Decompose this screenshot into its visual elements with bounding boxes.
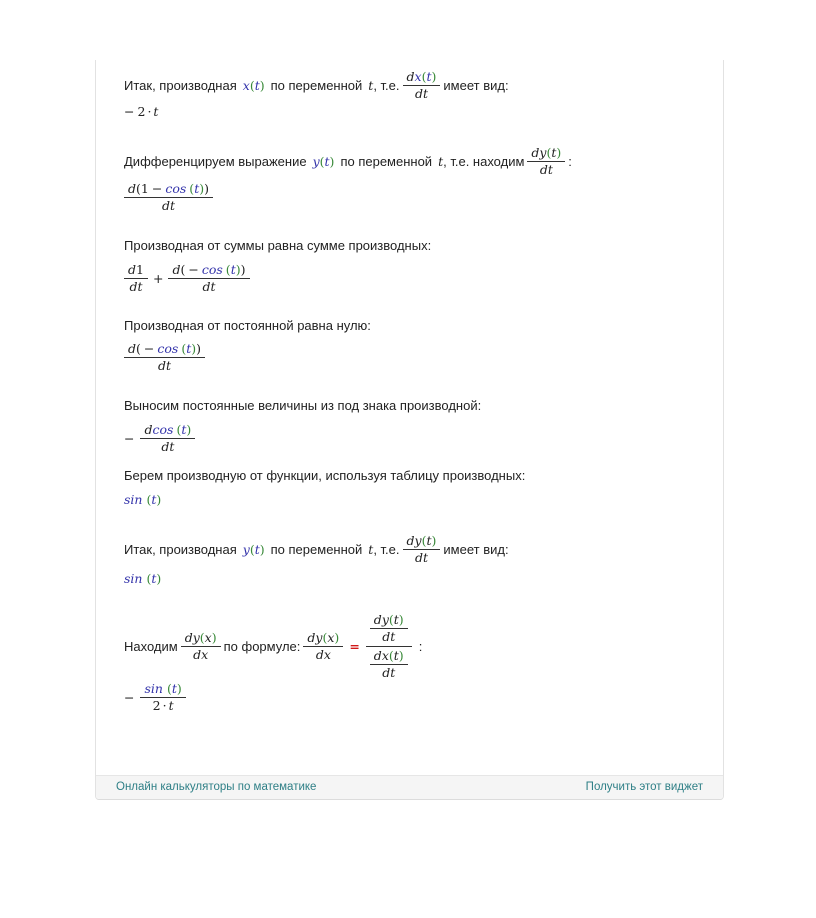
paren: ): [259, 78, 265, 93]
paren: ): [176, 681, 182, 696]
derivative-minus-cos-2: [124, 342, 205, 373]
step-5-text: Выносим постоянные величины из под знака производной:: [124, 398, 482, 413]
minus-sign: −: [124, 104, 135, 119]
var-t: t: [168, 698, 174, 713]
var-y: y: [315, 630, 323, 645]
step-2-line: [124, 146, 572, 177]
step-1-mid: по переменной: [270, 78, 363, 93]
var-t: t: [426, 69, 432, 84]
derivative-cos: [140, 423, 195, 454]
derivative-of-one: [124, 263, 148, 294]
minus-sign: −: [143, 341, 155, 356]
d-symbol: d: [161, 439, 170, 454]
paren: ): [196, 341, 202, 356]
paren: (: [180, 262, 186, 277]
var-x: x: [201, 647, 209, 662]
var-t: t: [137, 279, 143, 294]
paren: (: [249, 542, 255, 557]
paren: (: [146, 571, 152, 586]
derivative-minus-cos: [168, 263, 249, 294]
minus-sign: −: [124, 690, 135, 705]
result-8: [124, 682, 189, 713]
var-t: t: [230, 262, 236, 277]
result-2: [124, 182, 216, 213]
step-7-suffix: имеет вид:: [443, 542, 509, 557]
var-t: t: [151, 571, 157, 586]
paren: (: [166, 681, 172, 696]
step-2-suffix: :: [568, 154, 572, 169]
d-symbol: d: [406, 69, 415, 84]
final-answer: [140, 682, 185, 713]
d-symbol: d: [144, 422, 153, 437]
d-symbol: d: [128, 181, 137, 196]
var-t: t: [186, 341, 192, 356]
paren: (: [546, 145, 552, 160]
paren: ): [191, 341, 197, 356]
var-t: t: [390, 665, 396, 680]
online-calculators-link[interactable]: Онлайн калькуляторы по математике: [116, 781, 317, 793]
var-t: t: [254, 542, 260, 557]
step-2-prefix: Дифференцируем выражение: [124, 154, 307, 169]
minus-sign: −: [188, 262, 199, 277]
step-8-suffix: :: [418, 639, 423, 654]
derivative-dx-dt: [403, 70, 441, 101]
paren: (: [189, 181, 195, 196]
var-t: t: [169, 198, 176, 213]
step-1-suffix: имеет вид:: [443, 78, 509, 93]
step-7-line: [124, 534, 509, 565]
var-t: t: [194, 181, 200, 196]
var-t: t: [324, 154, 330, 169]
var-x: x: [204, 630, 212, 645]
paren: ): [398, 612, 404, 627]
mult-dot: ·: [147, 104, 152, 119]
paren: (: [388, 612, 394, 627]
var-t: t: [422, 86, 428, 101]
inner-dx-dt: [370, 649, 408, 680]
var-y: y: [312, 154, 320, 169]
step-6-line: [124, 468, 525, 483]
d-symbol: d: [307, 630, 316, 645]
paren: ): [329, 154, 335, 169]
var-x: x: [242, 78, 250, 93]
step-7-prefix: Итак, производная: [124, 542, 237, 557]
result-1: [124, 104, 158, 119]
d-symbol: d: [184, 630, 193, 645]
func-cos: cos: [201, 262, 223, 277]
step-1-prefix: Итак, производная: [124, 78, 237, 93]
d-symbol: d: [373, 648, 382, 663]
var-x: x: [327, 630, 335, 645]
derivative-dy-dt-2: [403, 534, 441, 565]
paren: (: [249, 78, 255, 93]
paren: ): [204, 181, 209, 196]
paren: (: [421, 69, 427, 84]
step-3-line: [124, 238, 431, 253]
d-symbol: d: [414, 550, 423, 565]
derivative-dy-dx: [181, 631, 221, 662]
d-symbol: d: [202, 279, 211, 294]
paren: ): [156, 492, 162, 507]
var-t: t: [438, 154, 444, 169]
paren: (: [136, 341, 141, 356]
step-2-mid: по переменной: [340, 154, 433, 169]
step-8-prefix: Находим: [124, 639, 178, 654]
var-t: t: [422, 550, 428, 565]
result-4: [124, 342, 208, 373]
result-3: [124, 263, 253, 294]
d-symbol: d: [531, 145, 540, 160]
equals-sign: =: [349, 639, 360, 654]
paren: (: [136, 181, 141, 196]
func-sin: sin: [124, 571, 143, 586]
var-t: t: [210, 279, 216, 294]
var-y: y: [192, 630, 200, 645]
var-t: t: [547, 162, 553, 177]
d-symbol: d: [193, 647, 202, 662]
var-y: y: [414, 533, 422, 548]
var-t: t: [169, 439, 175, 454]
step-8-mid: по формуле:: [223, 639, 301, 654]
d-symbol: d: [161, 198, 170, 213]
d-symbol: d: [382, 665, 391, 680]
step-3-text: Производная от суммы равна сумме производных:: [124, 238, 432, 253]
var-t: t: [166, 358, 172, 373]
paren: (: [225, 262, 231, 277]
result-6: [124, 492, 161, 507]
paren: ): [240, 262, 246, 277]
d-symbol: d: [373, 612, 382, 627]
paren: ): [556, 145, 562, 160]
paren: ): [211, 630, 217, 645]
d-symbol: d: [414, 86, 423, 101]
step-7-mid: по переменной: [270, 542, 363, 557]
inner-dy-dt: [370, 613, 408, 644]
paren: (: [319, 154, 325, 169]
paren: (: [421, 533, 427, 548]
plus-sign: +: [152, 271, 164, 286]
var-y: y: [381, 612, 389, 627]
d-symbol: d: [128, 262, 137, 277]
minus-sign: −: [151, 181, 163, 196]
d-symbol: d: [158, 358, 167, 373]
paren: (: [146, 492, 152, 507]
step-8-line: [124, 613, 422, 680]
derivative-dy-dx-formula: [303, 631, 343, 662]
paren: ): [431, 69, 437, 84]
mult-dot: ·: [162, 698, 167, 713]
d-symbol: d: [315, 647, 324, 662]
result-7: [124, 571, 161, 586]
d-symbol: d: [539, 162, 548, 177]
func-sin: sin: [144, 681, 163, 696]
var-y: y: [539, 145, 547, 160]
step-1-te: , т.е.: [373, 78, 400, 93]
var-t: t: [171, 681, 177, 696]
var-t: t: [153, 104, 159, 119]
var-t: t: [368, 542, 374, 557]
step-4-line: [124, 318, 371, 333]
step-5-line: [124, 398, 481, 413]
d-symbol: d: [129, 279, 138, 294]
minus-sign: −: [124, 431, 135, 446]
derivative-dy-dt: [527, 146, 565, 177]
func-cos: cos: [152, 422, 174, 437]
var-t: t: [393, 648, 399, 663]
func-sin: sin: [124, 492, 143, 507]
var-t: t: [426, 533, 432, 548]
step-6-text: Берем производную от функции, используя таблицу производных:: [124, 468, 526, 483]
var-t: t: [254, 78, 260, 93]
result-5: [124, 423, 198, 454]
paren: ): [156, 571, 162, 586]
step-7-te: , т.е.: [373, 542, 400, 557]
paren: ): [186, 422, 192, 437]
paren: (: [388, 648, 394, 663]
paren: ): [398, 648, 404, 663]
paren: ): [199, 181, 205, 196]
number: 1: [140, 181, 149, 196]
var-t: t: [393, 612, 399, 627]
d-symbol: d: [172, 262, 181, 277]
derivative-1-minus-cos: [124, 182, 213, 213]
paren: ): [259, 542, 265, 557]
step-2-te: , т.е. находим: [443, 154, 525, 169]
var-t: t: [551, 145, 557, 160]
calculator-widget: [95, 60, 724, 800]
func-cos: cos: [157, 341, 179, 356]
d-symbol: d: [406, 533, 415, 548]
var-x: x: [414, 69, 422, 84]
number: 2: [152, 698, 161, 713]
var-t: t: [151, 492, 157, 507]
func-cos: cos: [165, 181, 187, 196]
var-x: x: [381, 648, 389, 663]
paren: (: [322, 630, 328, 645]
paren: (: [181, 341, 187, 356]
var-t: t: [368, 78, 374, 93]
widget-footer: [96, 775, 723, 799]
step-1-line: [124, 70, 509, 101]
paren: ): [235, 262, 241, 277]
paren: (: [176, 422, 182, 437]
number: 2: [137, 104, 146, 119]
paren: ): [334, 630, 340, 645]
d-symbol: d: [382, 629, 391, 644]
var-y: y: [242, 542, 250, 557]
parametric-ratio: [366, 613, 412, 680]
var-t: t: [181, 422, 187, 437]
paren: (: [199, 630, 205, 645]
var-x: x: [323, 647, 331, 662]
paren: ): [431, 533, 437, 548]
var-t: t: [390, 629, 396, 644]
step-4-text: Производная от постоянной равна нулю:: [124, 318, 371, 333]
d-symbol: d: [128, 341, 137, 356]
number: 1: [136, 262, 144, 277]
solution-content: [96, 60, 723, 776]
get-widget-link[interactable]: Получить этот виджет: [585, 781, 703, 793]
